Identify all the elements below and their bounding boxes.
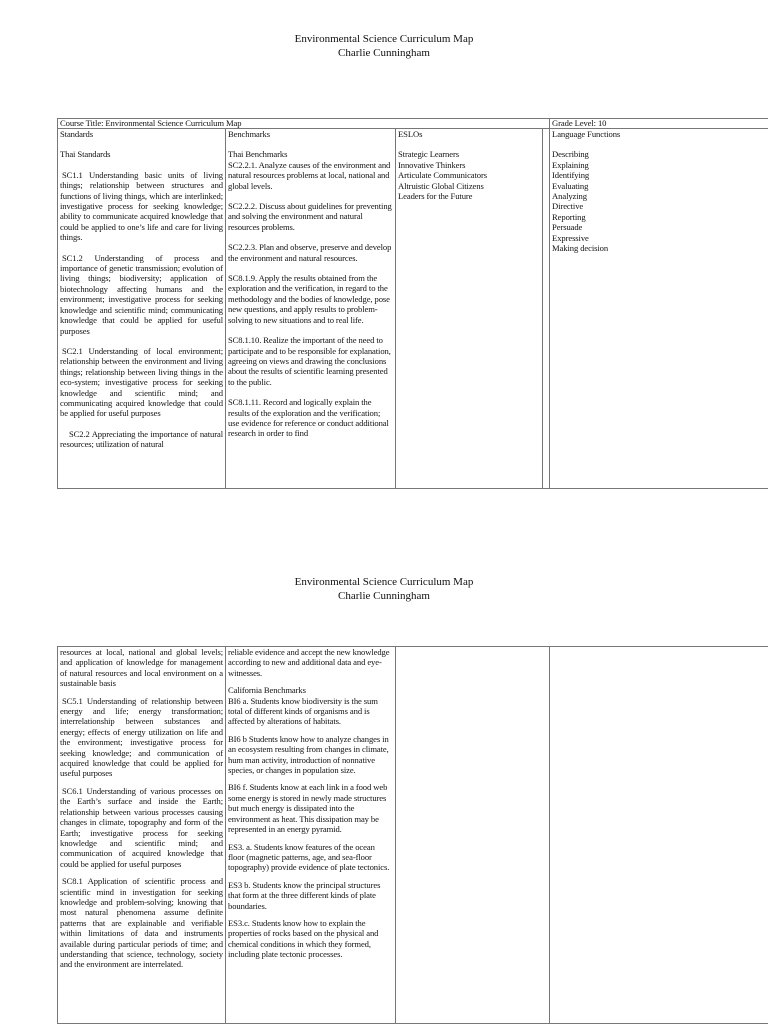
author-name: Charlie Cunningham (338, 589, 430, 602)
curriculum-table-page-1 (57, 118, 768, 489)
standard-item: SC2.1 Understanding of local environment; relationship between the environment and living things; relationship between living things in the eco-system; investigative process for seeking knowledge and scientific mind; and communicating acquired knowledge that could be applied for useful purposes (60, 345, 223, 419)
curriculum-table-page-2 (57, 646, 768, 1024)
column-header-standards: Standards (60, 129, 93, 139)
language-functions-cell (550, 647, 768, 1024)
language-function-item: Analyzing (552, 191, 587, 202)
standard-item: SC5.1 Understanding of relationship between energy and life; energy transformation; interrelationship between substances and energy; effects of energy utilization on life and the environment; investigative process for seeking knowledge; and communication of acquired knowledge that could be applied for useful purposes (60, 695, 223, 779)
eslo-item: Articulate Communicators (398, 170, 488, 181)
eslos-cell (396, 647, 550, 1024)
language-function-item: Evaluating (552, 180, 589, 191)
benchmark-item: SC8.1.9. Apply the results obtained from the exploration and the verification, in regard to the methodology and the bodies of knowledge, pose new questions, and apply results to problem-solving to new situations and to real life. (228, 273, 390, 325)
author-name: Charlie Cunningham (338, 46, 430, 59)
grade-level: Grade Level: 10 (550, 119, 768, 129)
benchmark-item: SC8.1.10. Realize the important of the need to participate and to be responsible for explanation, agreeing on views and drawing the conclusions about the results of scientific learning presented to the public. (228, 335, 391, 387)
column-header-eslos: ESLOs (398, 129, 423, 139)
standard-item: SC1.1 Understanding basic units of living things; relationship between structures and functions of living things, which are interlinked; investigative process for seeking knowledge; ability to communicate acquired knowledge that could be applied to one’s life and care for living things. (60, 169, 223, 243)
language-function-item: Reporting (552, 211, 586, 222)
column-header-language-functions: Language Functions (552, 129, 621, 139)
language-function-item: Explaining (552, 159, 589, 170)
language-function-item: Directive (552, 201, 584, 212)
eslo-item: Strategic Learners (398, 149, 459, 160)
language-function-item: Making decision (552, 243, 609, 254)
document-title: Environmental Science Curriculum Map (294, 576, 474, 588)
benchmark-item: SC2.2.1. Analyze causes of the environment and natural resources problems at local, national and global levels. (228, 159, 391, 191)
benchmark-item: SC8.1.11. Record and logically explain the results of the exploration and the verification; use evidence for reference or conduct additional research in order to find (228, 397, 389, 439)
thai-standards-heading: Thai Standards (60, 149, 111, 160)
page-header-2 (0, 576, 768, 603)
benchmark-item: ES3.c. Students know how to explain the properties of rocks based on the physical and chemical conditions in which they formed, including plate tectonic processes. (228, 917, 379, 960)
benchmark-item: BI6 f. Students know at each link in a food web some energy is stored in newly made structures but much energy is dissipated into the environment as heat. This dissipation may be represented in an energy pyramid. (228, 782, 388, 835)
standard-item: SC8.1 Application of scientific process and scientific mind in investigation for seeking knowledge and problem-solving; knowing that most natural phenomena assume definite patterns that are explainable and verifiable within limitations of data and instruments available during particular periods of time; and understanding that science, technology, society and the environment are interrelated. (60, 876, 223, 970)
thai-benchmarks-heading: Thai Benchmarks (228, 149, 288, 160)
spacer-cell (543, 129, 550, 489)
benchmark-item: reliable evidence and accept the new knowledge according to new and additional data and eye-witnesses. (228, 647, 390, 678)
benchmark-item: BI6 a. Students know biodiversity is the sum total of different kinds of organisms and is affected by alterations of habitats. (228, 695, 378, 727)
california-benchmarks-heading: California Benchmarks (228, 685, 306, 696)
standards-cell (58, 647, 226, 1024)
language-function-item: Persuade (552, 222, 583, 233)
page-header-1 (0, 33, 768, 60)
standard-item: SC2.2 Appreciating the importance of natural resources; utilization of natural (60, 428, 223, 450)
benchmark-item: ES3. a. Students know features of the ocean floor (magnetic patterns, age, and sea-floor topography) provide evidence of plate tectonics. (228, 841, 390, 873)
language-functions-cell (550, 129, 768, 489)
benchmark-item: SC2.2.3. Plan and observe, preserve and develop the environment and natural resources. (228, 242, 392, 263)
standard-item: resources at local, national and global levels; and application of knowledge for management of natural resources and local environment on a sustainable basis (60, 647, 223, 689)
standard-item: SC6.1 Understanding of various processes on the Earth’s surface and inside the Earth; relationship between various processes causing changes in climate, topography and form of the Earth; investigative process for seeking knowledge and scientific mind; and communication of acquired knowledge that could be applied for useful purposes (60, 785, 223, 869)
course-title: Course Title: Environmental Science Curriculum Map (58, 119, 550, 129)
language-function-item: Expressive (552, 232, 589, 243)
eslo-item: Innovative Thinkers (398, 159, 466, 170)
eslo-item: Altruistic Global Citizens (398, 180, 484, 191)
benchmark-item: ES3 b. Students know the principal structures that form at the three different kinds of plate boundaries. (228, 879, 381, 911)
benchmarks-cell (226, 647, 396, 1024)
standard-item: SC1.2 Understanding of process and importance of genetic transmission; evolution of living things; biodiversity; application of biotechnology affecting humans and the environment; investigative process for seeking knowledge and scientific mind; communicating knowledge that could be applied for useful purposes (60, 252, 223, 336)
content-row-page-2 (58, 647, 768, 1024)
document-title: Environmental Science Curriculum Map (294, 33, 474, 45)
benchmark-item: BI6 b Students know how to analyze changes in an ecosystem resulting from changes in climate, hum man activity, introduction of nonnative species, or changes in population size. (228, 733, 389, 776)
eslos-cell (396, 129, 543, 489)
benchmark-item: SC2.2.2. Discuss about guidelines for preventing and solving the environment and natural resources problems. (228, 201, 392, 232)
standards-cell (58, 129, 226, 489)
content-row-page-1 (58, 129, 768, 489)
benchmarks-cell (226, 129, 396, 489)
course-title-row (58, 119, 768, 129)
column-header-benchmarks: Benchmarks (228, 129, 270, 139)
language-function-item: Describing (552, 149, 589, 160)
eslo-item: Leaders for the Future (398, 191, 473, 202)
language-function-item: Identifying (552, 170, 590, 181)
